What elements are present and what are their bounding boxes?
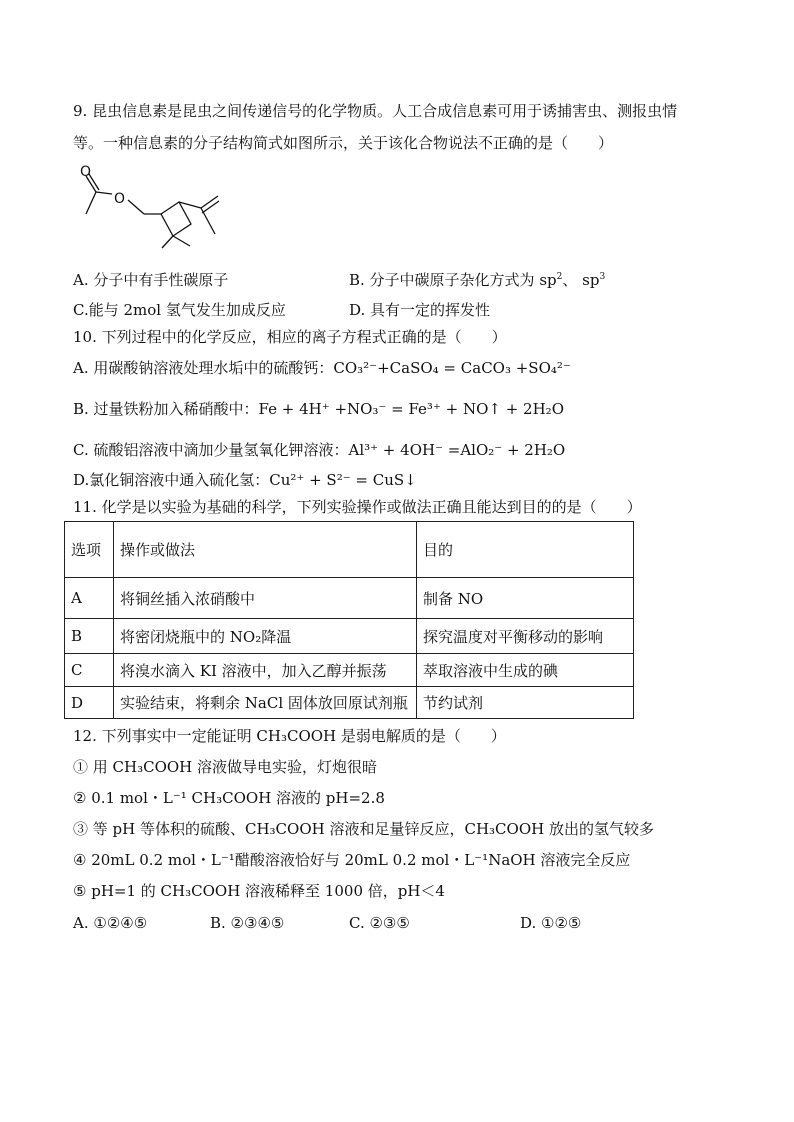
- table-header-row: [65, 522, 634, 578]
- table-header-cell: 目的: [417, 522, 634, 578]
- q9-stem-line2: 等。一种信息素的分子结构简式如图所示，关于该化合物说法不正确的是（ ）: [73, 134, 614, 152]
- table-cell: 实验结束，将剩余 NaCl 固体放回原试剂瓶: [114, 687, 417, 719]
- table-row: [65, 619, 634, 654]
- q9-option-d: D. 具有一定的挥发性: [349, 301, 491, 319]
- bond: [173, 236, 190, 246]
- q9-stem-line1: 9. 昆虫信息素是昆虫之间传递信号的化学物质。人工合成信息素可用于诱捕害虫、测报虫情: [73, 102, 678, 120]
- table-cell: 制备 NO: [417, 578, 634, 619]
- table-cell: 节约试剂: [417, 687, 634, 719]
- atom-O-carbonyl: O: [80, 164, 92, 180]
- table-cell: 将溴水滴入 KI 溶液中，加入乙醇并振荡: [114, 654, 417, 687]
- bond: [162, 236, 173, 248]
- table-header-cell: 操作或做法: [114, 522, 417, 578]
- table-row: [65, 654, 634, 687]
- q12-item-2: ② 0.1 mol・L⁻¹ CH₃COOH 溶液的 pH=2.8: [73, 789, 385, 807]
- bond: [201, 208, 215, 234]
- atom-O-ester: O: [114, 191, 126, 207]
- table-cell: C: [65, 654, 114, 687]
- q12-item-3: ③ 等 pH 等体积的硫酸、CH₃COOH 溶液和足量锌反应，CH₃COOH 放出的氢气较多: [73, 820, 654, 838]
- q10-option-d: D.氯化铜溶液中通入硫化氢：Cu²⁺ + S²⁻ = CuS↓: [73, 471, 417, 489]
- table-cell: D: [65, 687, 114, 719]
- q12-item-5: ⑤ pH=1 的 CH₃COOH 溶液稀释至 1000 倍，pH＜4: [73, 882, 445, 900]
- table-cell: 探究温度对平衡移动的影响: [417, 619, 634, 654]
- molecule-structure: [66, 162, 246, 252]
- bond: [128, 200, 144, 214]
- q10-option-b: B. 过量铁粉加入稀硝酸中：Fe + 4H⁺ +NO₃⁻ = Fe³⁺ + NO↑ + 2H₂O: [73, 400, 564, 418]
- bond: [202, 201, 219, 213]
- experiment-table: [64, 521, 634, 719]
- q9-option-a: A. 分子中有手性碳原子: [73, 271, 229, 289]
- q9-option-b: B. 分子中碳原子杂化方式为 $sp^2$、 $sp^3$: [349, 271, 606, 289]
- table-row: [65, 687, 634, 719]
- table-cell: 将铜丝插入浓硝酸中: [114, 578, 417, 619]
- q12-option-d: D. ①②⑤: [520, 914, 582, 932]
- q12-option-c: C. ②③⑤: [349, 914, 410, 932]
- q10-option-c: C. 硫酸铝溶液中滴加少量氢氧化钾溶液：Al³⁺ + 4OH⁻ =AlO₂⁻ + 2H₂O: [73, 441, 566, 459]
- q10-stem: 10. 下列过程中的化学反应，相应的离子方程式正确的是（ ）: [73, 328, 507, 346]
- table-cell: A: [65, 578, 114, 619]
- table-cell: 将密闭烧瓶中的 NO₂降温: [114, 619, 417, 654]
- table-header-cell: 选项: [65, 522, 114, 578]
- bond: [201, 196, 218, 208]
- q12-option-b: B. ②③④⑤: [210, 914, 285, 932]
- q12-item-1: ① 用 CH₃COOH 溶液做导电实验，灯炮很暗: [73, 758, 378, 776]
- q12-item-4: ④ 20mL 0.2 mol・L⁻¹醋酸溶液恰好与 20mL 0.2 mol・L⁻¹NaOH 溶液完全反应: [73, 851, 631, 869]
- bond: [86, 192, 96, 214]
- q11-stem: 11. 化学是以实验为基础的科学，下列实验操作或做法正确且能达到目的的是（ ）: [73, 498, 642, 516]
- q10-option-a: A. 用碳酸钠溶液处理水垢中的硫酸钙：CO₃²⁻+CaSO₄ = CaCO₃ +SO₄²⁻: [73, 359, 571, 377]
- q12-stem: 12. 下列事实中一定能证明 CH₃COOH 是弱电解质的是（ ）: [73, 727, 506, 745]
- table-cell: B: [65, 619, 114, 654]
- table-cell: 萃取溶液中生成的碘: [417, 654, 634, 687]
- q12-option-a: A. ①②④⑤: [73, 914, 148, 932]
- q9-option-c: C.能与 2mol 氢气发生加成反应: [73, 301, 286, 319]
- bond: [96, 192, 112, 194]
- table-row: [65, 578, 634, 619]
- ring: [161, 202, 191, 236]
